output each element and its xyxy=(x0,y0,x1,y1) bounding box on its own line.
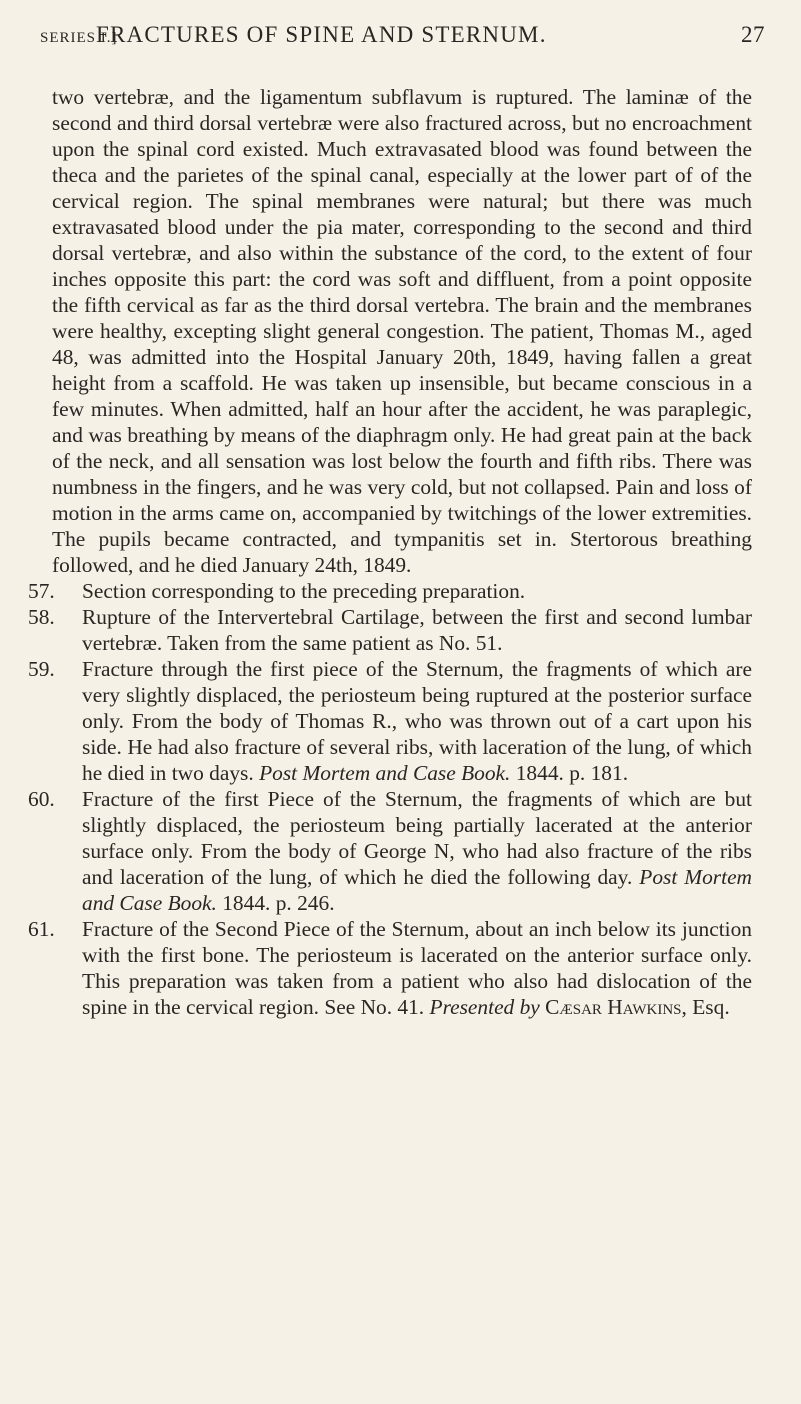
entry-reference-page: 1844. p. 181. xyxy=(515,761,629,785)
catalogue-entry-60 xyxy=(28,786,753,916)
series-label: SERIES I.] xyxy=(40,30,118,46)
entry-number: 59. xyxy=(28,657,55,681)
entry-text: Fracture through the first piece of the Sternum, the fragments of which are very slightly displaced, the periosteum being ruptured at the posterior surface only. From the body of Thomas R., who was thrown out of a cart upon his side. He had also fracture of several ribs, with laceration of the lung, of which he died in two days. xyxy=(82,657,752,785)
entry-reference-tail: , Esq. xyxy=(681,995,730,1019)
body-text xyxy=(28,84,753,1020)
entry-text: Rupture of the Intervertebral Cartilage, between the first and second lumbar vertebræ. Taken from the same patient as No. 51. xyxy=(82,605,752,655)
entry-number: 60. xyxy=(28,787,55,811)
entry-number: 61. xyxy=(28,917,55,941)
catalogue-entry-59 xyxy=(28,656,752,786)
entry-reference: Presented by xyxy=(429,995,540,1019)
page-number: 27 xyxy=(741,22,765,47)
entry-number: 58. xyxy=(28,605,55,629)
page-title: FRACTURES OF SPINE AND STERNUM. xyxy=(96,22,547,47)
catalogue-entry-61 xyxy=(28,916,752,1020)
catalogue-entry-58 xyxy=(28,604,752,656)
donor-name: Cæsar Hawkins xyxy=(545,995,682,1019)
entry-reference-page: 1844. p. 246. xyxy=(222,891,335,915)
entry-text: Fracture of the Second Piece of the Sternum, about an inch below its junction with the first bone. The periosteum is lacerated on the anterior surface only. This preparation was taken from a patient who also had dislocation of the spine in the cervical region. See No. 41. xyxy=(82,917,752,1019)
entry-reference: Post Mortem and Case Book. xyxy=(82,865,753,915)
catalogue-entry-57 xyxy=(28,578,752,604)
entry-number: 57. xyxy=(28,579,55,603)
entry-reference: Post Mortem and Case Book. xyxy=(259,761,511,785)
entry-text: Section corresponding to the preceding preparation. xyxy=(82,579,526,603)
opening-paragraph: two vertebræ, and the ligamentum subflavum is ruptured. The laminæ of the second and third dorsal vertebræ were also fractured across, but no encroachment upon the spinal cord existed. Much extravasated blood was found between the theca and the parietes of the spinal canal, especially at the lower part of of the cervical region. The spinal membranes were natural; but there was much extravasated blood under the pia mater, corresponding to the second and third dorsal vertebræ, and also within the substance of the cord, to the extent of four inches opposite this part: the cord was soft and diffluent, from a point opposite the fifth cervical as far as the third dorsal vertebra. The brain and the membranes were healthy, excepting slight general congestion. The patient, Thomas M., aged 48, was admitted into the Hospital January 20th, 1849, having fallen a great height from a scaffold. He was taken up insensible, but became conscious in a few minutes. When admitted, half an hour after the accident, he was paraplegic, and was breathing by means of the diaphragm only. He had great pain at the back of the neck, and all sensation was lost below the fourth and fifth ribs. There was numbness in the fingers, and he was very cold, but not collapsed. Pain and loss of motion in the arms came on, accompanied by twitchings of the lower extremities. The pupils became contracted, and tympanitis set in. Stertorous breathing followed, and he died January 24th, 1849. xyxy=(52,85,752,577)
entry-text: Fracture of the first Piece of the Sternum, the fragments of which are but slightly displaced, the periosteum being partially lacerated at the anterior surface only. From the body of George N, who had also fracture of the ribs and laceration of the lung, of which he died the following day. xyxy=(82,787,752,889)
running-header xyxy=(40,22,765,62)
